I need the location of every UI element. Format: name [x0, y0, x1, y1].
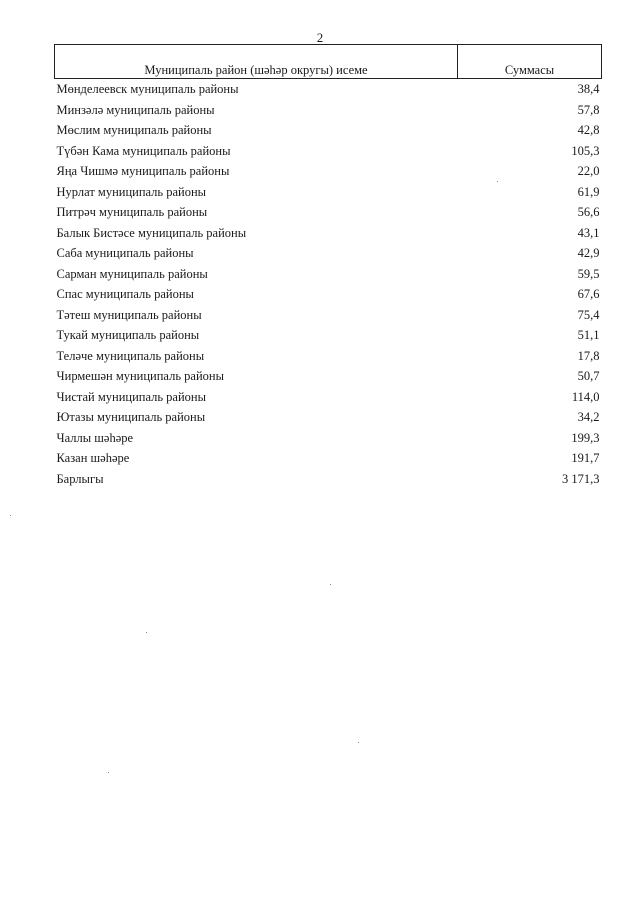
row-name: Балык Бистәсе муниципаль районы	[56, 225, 247, 240]
row-value: 57,8	[577, 102, 600, 117]
row-value: 51,1	[577, 328, 600, 342]
table-row	[55, 387, 602, 408]
row-name: Тәтеш муниципаль районы	[56, 307, 202, 322]
row-value: 59,5	[577, 266, 600, 281]
page-number: 2	[316, 30, 324, 45]
row-name: Мөнделеевск муниципаль районы	[56, 82, 239, 96]
row-name: Казан шәһәре	[56, 451, 130, 465]
row-value: 56,6	[577, 205, 600, 219]
total-row	[55, 469, 602, 490]
table-row	[55, 264, 602, 285]
row-name: Сарман муниципаль районы	[56, 266, 208, 281]
row-value: 34,2	[577, 410, 600, 424]
row-name: Нурлат муниципаль районы	[56, 184, 207, 199]
row-value: 61,9	[577, 184, 600, 199]
row-value: 75,4	[577, 307, 600, 322]
row-value: 105,3	[571, 143, 600, 158]
total-label: Барлыгы	[56, 471, 104, 486]
scan-speck	[146, 632, 147, 633]
scan-speck	[497, 181, 498, 182]
scan-speck	[330, 584, 331, 585]
table-row	[55, 120, 602, 141]
row-value: 17,8	[577, 348, 600, 363]
table-row	[55, 161, 602, 182]
table-row	[55, 448, 602, 469]
table-row	[55, 284, 602, 305]
table-row	[55, 305, 602, 326]
table-header-row	[55, 45, 602, 79]
row-value: 38,4	[577, 82, 600, 96]
table-row	[55, 79, 602, 100]
row-name: Мөслим муниципаль районы	[56, 123, 212, 137]
total-value: 3 171,3	[562, 471, 600, 486]
table-row	[55, 325, 602, 346]
row-name: Саба муниципаль районы	[56, 246, 194, 260]
row-name: Яңа Чишмә муниципаль районы	[56, 164, 230, 178]
row-name: Ютазы муниципаль районы	[56, 410, 206, 424]
row-name: Чистай муниципаль районы	[56, 389, 206, 404]
row-value: 114,0	[571, 389, 600, 404]
column-header-name: Муниципаль район (шәһәр округы) исеме	[55, 45, 458, 79]
table-row	[55, 182, 602, 203]
row-name: Спас муниципаль районы	[56, 287, 194, 301]
budget-table	[54, 44, 602, 489]
row-value: 42,8	[577, 123, 600, 137]
row-name: Питрәч муниципаль районы	[56, 205, 208, 219]
table-row	[55, 366, 602, 387]
row-value: 67,6	[577, 287, 600, 301]
scan-speck	[108, 772, 109, 773]
table-row	[55, 141, 602, 162]
column-header-sum: Суммасы	[458, 45, 602, 79]
scan-speck	[358, 742, 359, 743]
table-row	[55, 100, 602, 121]
row-name: Чирмешән муниципаль районы	[56, 369, 224, 383]
row-value: 42,9	[577, 246, 600, 260]
row-value: 199,3	[571, 430, 600, 445]
table-row	[55, 223, 602, 244]
row-name: Чаллы шәһәре	[56, 430, 134, 445]
table-row	[55, 407, 602, 428]
table-row	[55, 243, 602, 264]
row-value: 22,0	[577, 164, 600, 178]
row-name: Минзәлә муниципаль районы	[56, 102, 215, 117]
row-value: 50,7	[577, 369, 600, 383]
row-value: 43,1	[577, 225, 600, 240]
table-row	[55, 428, 602, 449]
row-name: Тукай муниципаль районы	[56, 328, 200, 342]
table-body	[55, 79, 602, 490]
scan-speck	[10, 515, 11, 516]
row-name: Теләче муниципаль районы	[56, 348, 205, 363]
row-value: 191,7	[571, 451, 600, 465]
row-name: Түбән Кама муниципаль районы	[56, 143, 231, 158]
table-row	[55, 202, 602, 223]
table-row	[55, 346, 602, 367]
